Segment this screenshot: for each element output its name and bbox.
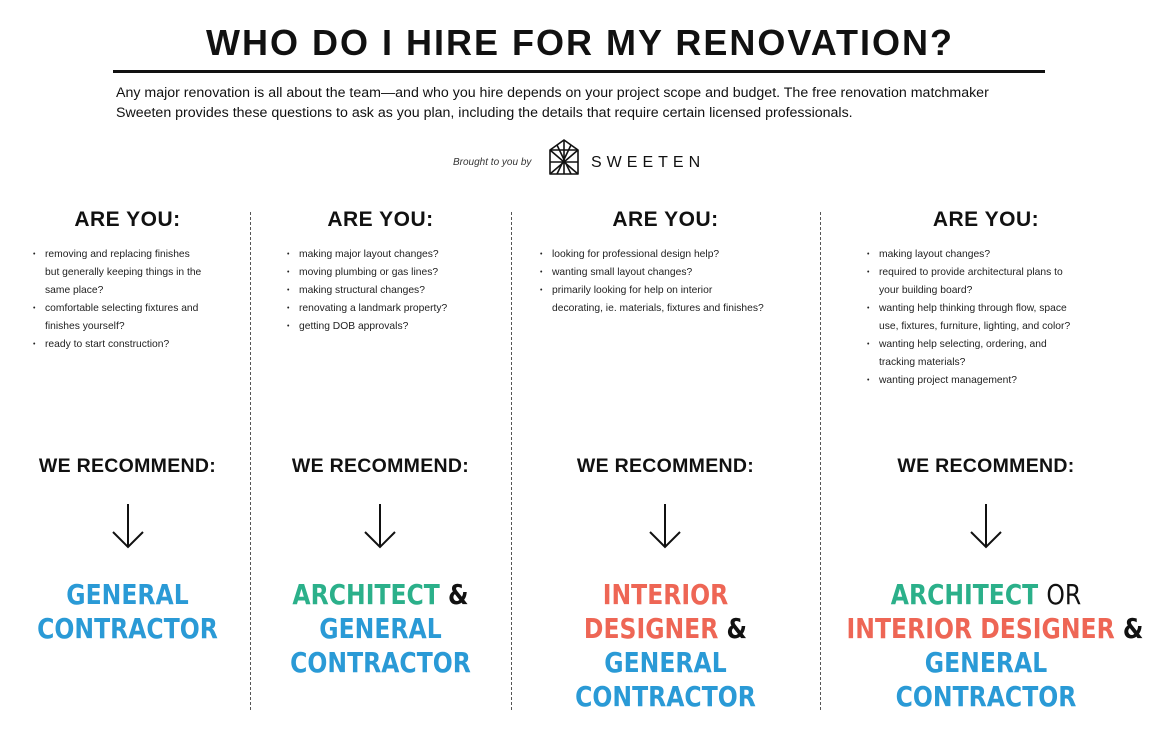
- and-connector: &: [1122, 612, 1144, 645]
- are-you-heading: ARE YOU:: [612, 208, 719, 231]
- list-item: • making layout changes?: [867, 246, 1070, 264]
- list-item: your building board?: [879, 285, 973, 296]
- list-item: • primarily looking for help on interior: [540, 282, 764, 300]
- pro-line: CONTRACTOR: [895, 680, 1077, 713]
- recommended-professional: [536, 578, 796, 714]
- list-item: • required to provide architectural plans to: [867, 264, 1070, 282]
- list-item: • making major layout changes?: [287, 246, 447, 264]
- list-item: finishes yourself?: [45, 321, 125, 332]
- pro-line: CONTRACTOR: [290, 646, 471, 679]
- question-list: [33, 246, 201, 354]
- question-list: [540, 246, 764, 318]
- list-item: • wanting help thinking through flow, space: [867, 300, 1070, 318]
- are-you-heading: ARE YOU:: [932, 208, 1040, 231]
- sweeten-logo-text: SWEETEN: [591, 154, 706, 171]
- architect-label: ARCHITECT: [890, 578, 1039, 611]
- designer-label: DESIGNER: [583, 612, 719, 645]
- list-item: • comfortable selecting fixtures and: [33, 300, 201, 318]
- pro-line: [271, 578, 490, 612]
- architect-label: ARCHITECT: [292, 578, 440, 611]
- and-connector: &: [726, 612, 748, 645]
- list-item: but generally keeping things in the: [45, 267, 202, 278]
- pro-line: INTERIOR: [602, 578, 729, 611]
- list-item: • ready to start construction?: [33, 336, 201, 354]
- list-item: same place?: [45, 285, 104, 296]
- and-connector: &: [448, 578, 469, 611]
- question-list: [867, 246, 1070, 390]
- list-item: tracking materials?: [879, 357, 966, 368]
- pro-line: [846, 612, 1144, 646]
- list-item: • making structural changes?: [287, 282, 447, 300]
- arrow-down-icon: [111, 503, 145, 549]
- pro-line: GENERAL: [924, 646, 1048, 679]
- pro-line: GENERAL: [319, 612, 442, 645]
- brought-by-label: Brought to you by: [453, 157, 532, 168]
- list-item: • wanting help selecting, ordering, and: [867, 336, 1070, 354]
- or-connector: OR: [1046, 578, 1082, 611]
- page-title: WHO DO I HIRE FOR MY RENOVATION?: [206, 22, 954, 63]
- pro-line: CONTRACTOR: [575, 680, 756, 713]
- we-recommend-heading: WE RECOMMEND:: [38, 455, 217, 477]
- list-item: • looking for professional design help?: [540, 246, 764, 264]
- column-interior-designer-gc: [511, 0, 820, 743]
- pro-line: [536, 612, 796, 646]
- pro-line: CONTRACTOR: [37, 612, 218, 645]
- intro-paragraph: Any major renovation is all about the team—and who you hire depends on your project scope and budget. The free renovation matchmaker Sweeten provides these questions to ask as you plan, including the details that require certain licensed professionals.: [116, 85, 989, 121]
- recommended-professional: [846, 578, 1144, 714]
- we-recommend-heading: WE RECOMMEND:: [897, 455, 1075, 477]
- arrow-down-icon: [648, 503, 682, 549]
- arrow-down-icon: [969, 503, 1003, 549]
- column-architect-or-designer-gc: [820, 0, 1152, 743]
- list-item: use, fixtures, furniture, lighting, and color?: [879, 321, 1071, 332]
- list-item: • removing and replacing finishes: [33, 246, 201, 264]
- are-you-heading: ARE YOU:: [74, 208, 181, 231]
- column-architect-gc: [250, 0, 511, 743]
- recommended-professional: [20, 578, 234, 646]
- we-recommend-heading: WE RECOMMEND:: [576, 455, 755, 477]
- column-general-contractor: [0, 0, 255, 743]
- pro-line: [847, 578, 1126, 612]
- arrow-down-icon: [363, 503, 397, 549]
- interior-designer-label: INTERIOR DESIGNER: [846, 612, 1115, 645]
- list-item: • wanting small layout changes?: [540, 264, 764, 282]
- question-list: [287, 246, 447, 336]
- list-item: • moving plumbing or gas lines?: [287, 264, 447, 282]
- list-item: • wanting project management?: [867, 372, 1070, 390]
- we-recommend-heading: WE RECOMMEND:: [291, 455, 470, 477]
- list-item: • renovating a landmark property?: [287, 300, 447, 318]
- recommended-professional: [271, 578, 490, 680]
- list-item: • getting DOB approvals?: [287, 318, 447, 336]
- are-you-heading: ARE YOU:: [327, 208, 434, 231]
- list-item: decorating, ie. materials, fixtures and finishes?: [552, 303, 764, 314]
- pro-line: GENERAL: [604, 646, 727, 679]
- pro-line: GENERAL: [66, 578, 189, 611]
